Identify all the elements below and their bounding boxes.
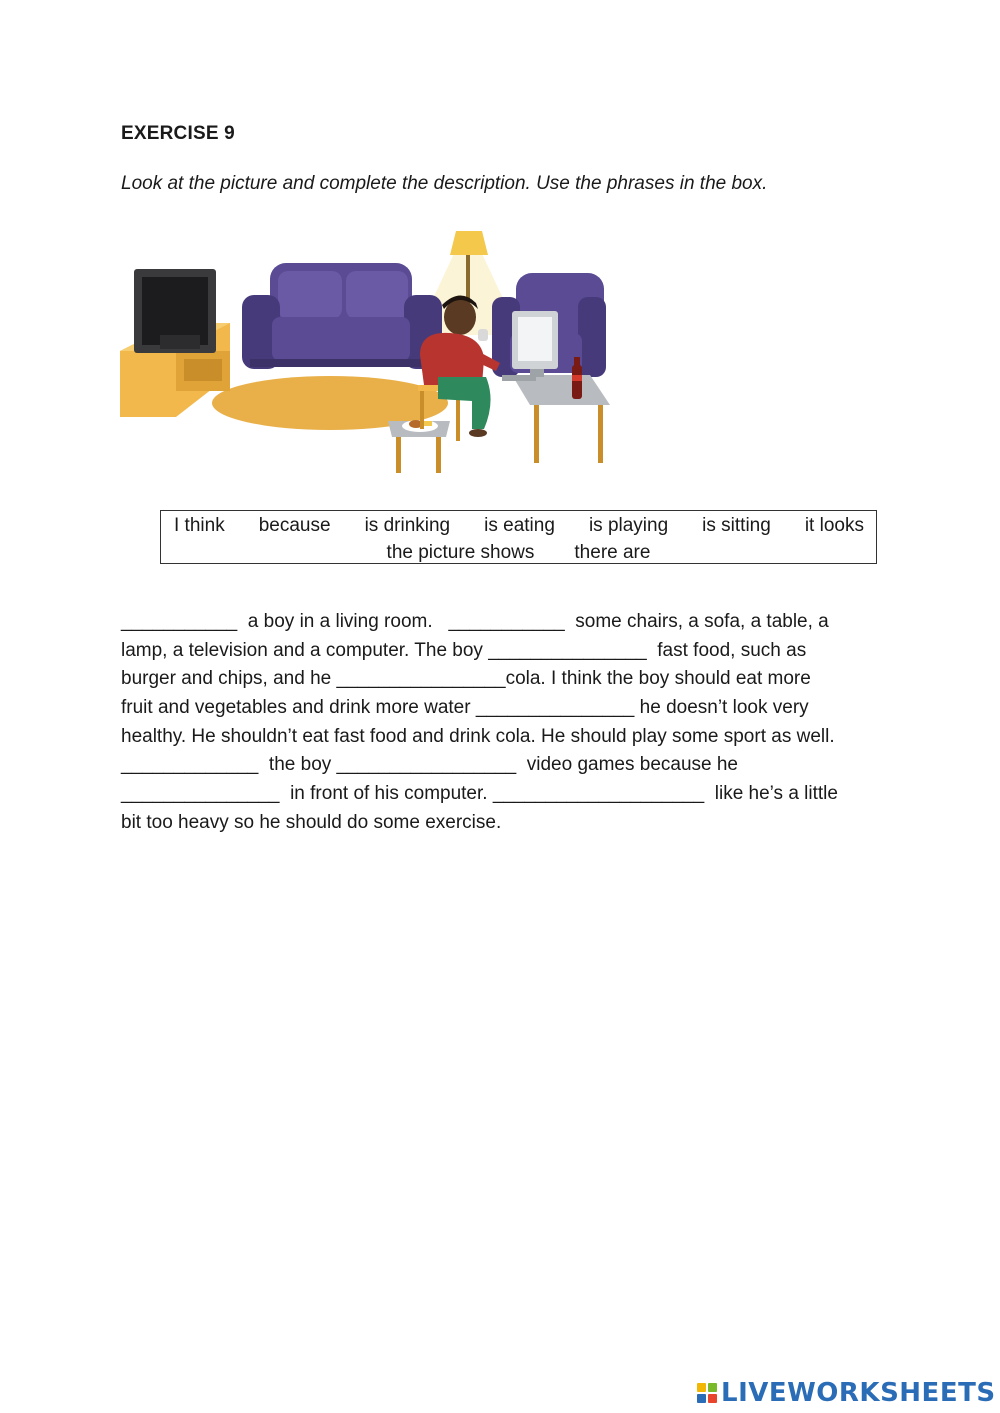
passage-text: lamp, a television and a computer. The boy: [121, 639, 489, 661]
passage-text: fast food, such as: [646, 639, 807, 661]
phrase-item: is sitting: [702, 515, 771, 536]
logo-text: LIVEWORKSHEETS: [721, 1378, 996, 1408]
exercise-title: EXERCISE 9: [121, 123, 235, 144]
passage-line: [121, 723, 881, 752]
answer-blank[interactable]: ____________________: [492, 783, 705, 805]
passage-text: the boy: [258, 754, 337, 776]
phrase-box: [160, 510, 877, 564]
passage-line: [121, 637, 881, 666]
passage-text: burger and chips, and he: [121, 668, 337, 690]
passage-line: [121, 665, 881, 694]
phrase-item: the picture shows: [386, 542, 535, 563]
passage-text: some chairs, a sofa, a table, a: [564, 611, 829, 632]
answer-blank[interactable]: ___________: [121, 611, 238, 632]
liveworksheets-logo[interactable]: [697, 1378, 996, 1408]
answer-blank[interactable]: _____________: [121, 754, 259, 776]
phrase-item: because: [258, 515, 331, 536]
passage-text: like he’s a little: [704, 783, 838, 805]
answer-blank[interactable]: _________________: [336, 754, 517, 776]
passage-text: in front of his computer.: [279, 783, 493, 805]
logo-square: [708, 1394, 717, 1403]
phrase-item: there are: [574, 542, 651, 563]
living-room-illustration: [120, 225, 615, 480]
passage-text: fruit and vegetables and drink more water: [121, 697, 476, 719]
passage-text: video games because he: [516, 754, 738, 776]
answer-blank[interactable]: _______________: [121, 783, 280, 805]
logo-mark-icon: [697, 1383, 717, 1403]
answer-blank[interactable]: _______________: [488, 639, 647, 661]
passage-line: [121, 751, 881, 780]
logo-square: [697, 1394, 706, 1403]
exercise-instruction: Look at the picture and complete the description. Use the phrases in the box.: [121, 173, 768, 194]
passage-text: cola. I think the boy should eat more: [505, 668, 811, 690]
passage-line: [121, 809, 881, 838]
passage-text: a boy in a living room.: [237, 611, 449, 632]
passage-text: healthy. He shouldn’t eat fast food and drink cola. He should play some sport as well.: [121, 725, 835, 747]
passage-text: he doesn’t look very: [634, 697, 809, 719]
passage-text: bit too heavy so he should do some exercise.: [121, 811, 502, 833]
phrase-item: is eating: [484, 515, 555, 536]
phrase-item: is drinking: [364, 515, 451, 536]
passage-line: [121, 608, 881, 637]
phrase-item: is playing: [588, 515, 669, 536]
phrase-item: it looks: [804, 515, 864, 536]
phrase-row: [161, 542, 876, 564]
answer-blank[interactable]: _______________: [475, 697, 635, 719]
answer-blank[interactable]: ________________: [336, 668, 506, 690]
phrase-item: I think: [174, 515, 225, 536]
answer-blank[interactable]: ___________: [448, 611, 565, 632]
logo-square: [697, 1383, 706, 1392]
passage-line: [121, 694, 881, 723]
description-passage: [121, 608, 881, 838]
phrase-row: [174, 515, 864, 537]
passage-line: [121, 780, 881, 809]
logo-square: [708, 1383, 717, 1392]
